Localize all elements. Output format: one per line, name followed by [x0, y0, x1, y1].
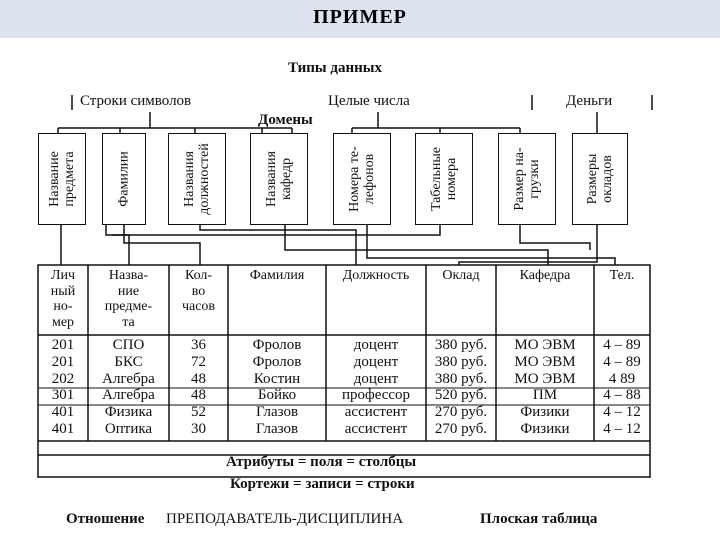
table-header-salary: Оклад: [442, 268, 480, 283]
table-cell-id: 401: [51, 404, 75, 421]
type-money: Деньги: [566, 93, 613, 109]
table-cell-department: МО ЭВМ: [514, 337, 576, 353]
table-cell-position: доцент: [353, 370, 399, 387]
table-cell-phone: 4 89: [608, 370, 636, 387]
domains-title: Домены: [258, 112, 313, 128]
table-cell-department: МО ЭВМ: [514, 370, 576, 387]
data-types-title: Типы данных: [288, 60, 382, 76]
table-cell-salary: 270 руб.: [434, 404, 488, 421]
table-cell-department: Физики: [520, 404, 570, 421]
tuples-caption: Кортежи = записи = строки: [230, 476, 415, 492]
domain-box-phone-numbers: Номера те- лефонов: [333, 133, 391, 225]
table-cell-position: доцент: [353, 337, 399, 353]
table-cell-position: ассистент: [344, 404, 408, 421]
table-header-id: Лич ный но- мер: [50, 268, 76, 330]
table-cell-id: 201: [51, 337, 75, 353]
table-cell-id: 401: [51, 421, 75, 437]
table-cell-hours: 36: [191, 337, 206, 353]
attributes-caption: Атрибуты = поля = столбцы: [226, 454, 417, 470]
type-strings: Строки символов: [80, 93, 192, 109]
table-cell-subject: Физика: [104, 404, 153, 421]
table-cell-hours: 48: [191, 387, 206, 404]
table-header-surname: Фамилия: [249, 268, 305, 283]
table-cell-surname: Глазов: [255, 404, 299, 421]
slide-title: ПРИМЕР: [313, 6, 407, 28]
type-integers: Целые числа: [328, 93, 410, 109]
table-cell-subject: Алгебра: [102, 370, 155, 387]
table-cell-phone: 4 – 12: [603, 404, 641, 421]
domain-box-subject-name: Название предмета: [38, 133, 86, 225]
domain-box-departments: Названия кафедр: [250, 133, 308, 225]
flat-table-caption: Плоская таблица: [480, 511, 598, 527]
domain-box-positions: Названия должностей: [168, 133, 226, 225]
table-cell-position: профессор: [341, 387, 411, 404]
table-cell-hours: 52: [191, 404, 206, 421]
table-cell-subject: Алгебра: [102, 387, 155, 404]
table-header-position: Должность: [342, 268, 410, 283]
table-cell-subject: Оптика: [104, 421, 153, 437]
table-cell-phone: 4 – 12: [603, 421, 641, 437]
table-cell-position: ассистент: [344, 421, 408, 437]
table-cell-department: ПМ: [532, 387, 558, 404]
table-cell-subject: СПО: [112, 337, 145, 353]
table-cell-surname: Фролов: [252, 353, 302, 370]
table-cell-phone: 4 – 89: [603, 337, 641, 353]
table-cell-surname: Глазов: [255, 421, 299, 437]
table-cell-hours: 30: [191, 421, 206, 437]
table-header-subject: Назва- ние предме- та: [104, 268, 153, 330]
table-cell-surname: Костин: [253, 370, 301, 387]
table-cell-hours: 72: [191, 353, 206, 370]
table-cell-salary: 380 руб.: [434, 337, 488, 353]
table-cell-subject: БКС: [114, 353, 143, 370]
domain-box-workload: Размер на- грузки: [498, 133, 556, 225]
table-cell-id: 201: [51, 353, 75, 370]
table-cell-id: 202: [51, 370, 75, 387]
table-cell-salary: 270 руб.: [434, 421, 488, 437]
table-cell-salary: 380 руб.: [434, 370, 488, 387]
table-cell-surname: Бойко: [257, 387, 297, 404]
table-cell-salary: 520 руб.: [434, 387, 488, 404]
table-cell-position: доцент: [353, 353, 399, 370]
table-header-department: Кафедра: [519, 268, 571, 283]
table-header-hours: Кол- во часов: [181, 268, 216, 314]
domain-box-surnames: Фамилии: [102, 133, 146, 225]
table-cell-hours: 48: [191, 370, 206, 387]
table-cell-department: МО ЭВМ: [514, 353, 576, 370]
domain-box-salaries: Размеры окладов: [572, 133, 628, 225]
relation-name: ПРЕПОДАВАТЕЛЬ-ДИСЦИПЛИНА: [166, 511, 404, 527]
table-cell-id: 301: [51, 387, 75, 404]
table-cell-surname: Фролов: [252, 337, 302, 353]
table-header-phone: Тел.: [609, 268, 635, 283]
table-cell-phone: 4 – 89: [603, 353, 641, 370]
domain-box-personnel-numbers: Табельные номера: [415, 133, 473, 225]
table-cell-department: Физики: [520, 421, 570, 437]
table-cell-salary: 380 руб.: [434, 353, 488, 370]
relation-label: Отношение: [66, 511, 145, 527]
table-cell-phone: 4 – 88: [603, 387, 641, 404]
